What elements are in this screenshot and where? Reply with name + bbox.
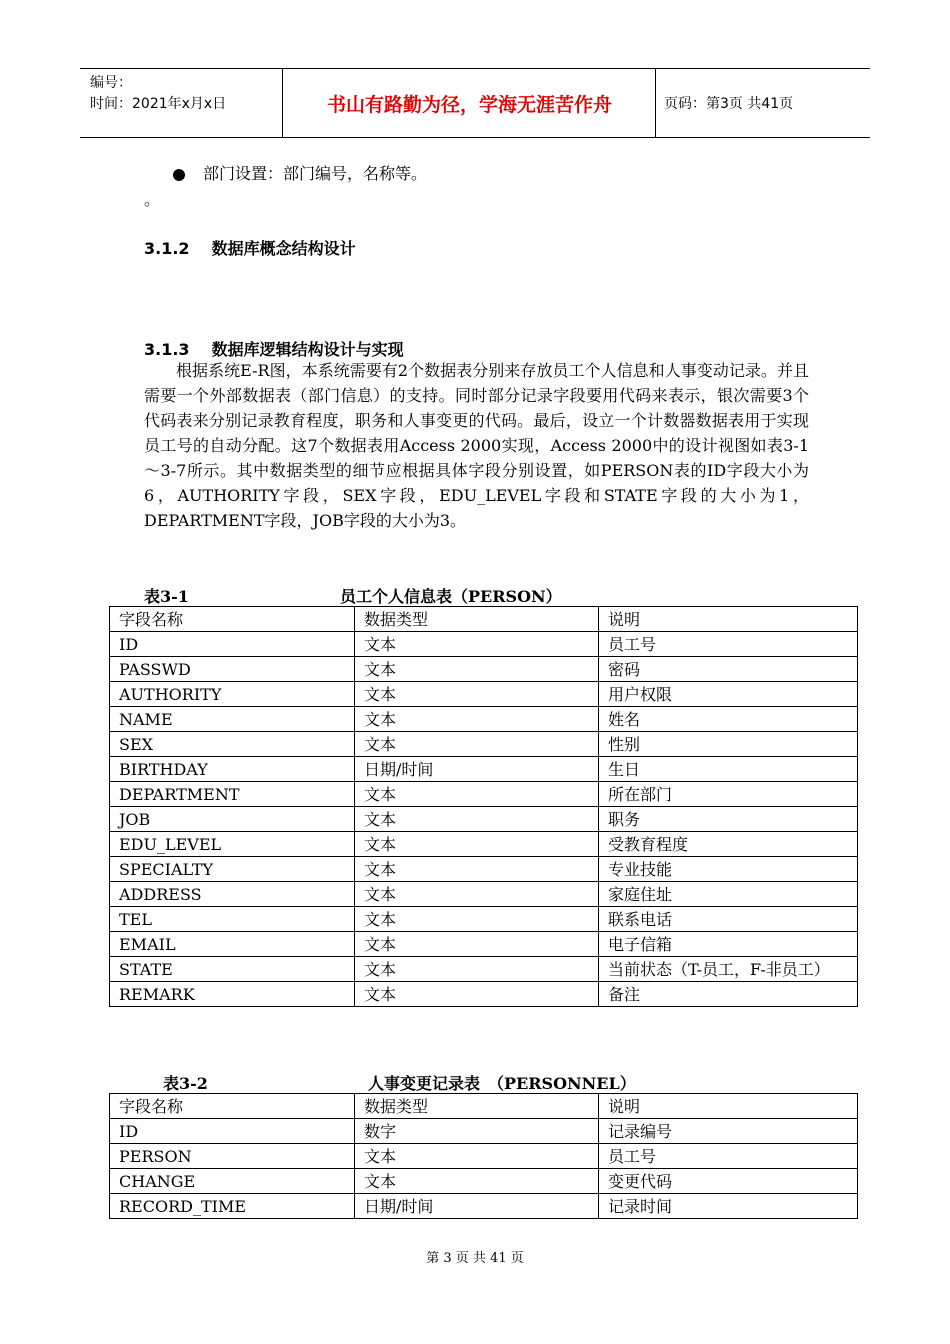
bullet-dot-icon (173, 169, 185, 181)
table-row (110, 1194, 858, 1219)
table-header-cell: 说明 (599, 607, 858, 632)
table-cell: STATE (110, 957, 355, 982)
table-row (110, 707, 858, 732)
header-meta (90, 73, 226, 115)
table-row (110, 632, 858, 657)
header-number: 编号： (90, 75, 132, 91)
table-cell: REMARK (110, 982, 355, 1007)
table-cell: ID (110, 1119, 355, 1144)
section-number: 3.1.3 (144, 340, 190, 359)
table-header-cell: 说明 (599, 1094, 858, 1119)
table-cell: 记录时间 (599, 1194, 858, 1219)
section-number: 3.1.2 (144, 239, 190, 258)
table-row (110, 832, 858, 857)
header-date: 时间：2021年x月x日 (90, 96, 227, 112)
table-cell: CHANGE (110, 1169, 355, 1194)
section-heading-313 (144, 337, 404, 360)
table-header-row (110, 607, 858, 632)
table-cell: 备注 (599, 982, 858, 1007)
table-cell: JOB (110, 807, 355, 832)
table-row (110, 907, 858, 932)
table-cell: 用户权限 (599, 682, 858, 707)
table-cell: 文本 (355, 782, 599, 807)
table-row (110, 857, 858, 882)
table-row (110, 682, 858, 707)
table-cell: 员工号 (599, 632, 858, 657)
table-row (110, 732, 858, 757)
table-cell: RECORD_TIME (110, 1194, 355, 1219)
table-cell: SPECIALTY (110, 857, 355, 882)
header-motto: 书山有路勤为径，学海无涯苦作舟 (326, 93, 612, 116)
section-title: 数据库概念结构设计 (211, 239, 356, 258)
table-cell: 联系电话 (599, 907, 858, 932)
table-cell: 数字 (355, 1119, 599, 1144)
table-cell: 受教育程度 (599, 832, 858, 857)
person-table (109, 606, 858, 1007)
table2-label: 表3-2 (163, 1074, 208, 1093)
table-cell: 文本 (355, 1169, 599, 1194)
body-paragraph (144, 358, 809, 533)
table-cell: EDU_LEVEL (110, 832, 355, 857)
table-row (110, 957, 858, 982)
table-cell: ID (110, 632, 355, 657)
personnel-table (109, 1093, 858, 1219)
table-cell: 当前状态（T-员工，F-非员工） (599, 957, 858, 982)
table1-caption (144, 584, 189, 607)
table-cell: PERSON (110, 1144, 355, 1169)
table-cell: 性别 (599, 732, 858, 757)
table-header-row (110, 1094, 858, 1119)
table-cell: NAME (110, 707, 355, 732)
page-footer: 第 3 页 共 41 页 (426, 1251, 524, 1266)
table-cell: 文本 (355, 732, 599, 757)
table2-title (368, 1071, 636, 1094)
table-row (110, 1169, 858, 1194)
table-row (110, 882, 858, 907)
table-cell: 文本 (355, 707, 599, 732)
table-cell: 文本 (355, 882, 599, 907)
table-row (110, 1144, 858, 1169)
table-cell: 姓名 (599, 707, 858, 732)
table-header-cell: 数据类型 (355, 1094, 599, 1119)
table-cell: BIRTHDAY (110, 757, 355, 782)
table-cell: 记录编号 (599, 1119, 858, 1144)
table-row (110, 757, 858, 782)
table-row (110, 982, 858, 1007)
bullet-text: 部门设置：部门编号，名称等。 (203, 164, 428, 183)
table-row (110, 932, 858, 957)
table-cell: 文本 (355, 932, 599, 957)
table-cell: SEX (110, 732, 355, 757)
table-cell: 变更代码 (599, 1169, 858, 1194)
table-cell: AUTHORITY (110, 682, 355, 707)
table-header-cell: 数据类型 (355, 607, 599, 632)
table-cell: 文本 (355, 907, 599, 932)
table-cell: 文本 (355, 682, 599, 707)
table-cell: 生日 (599, 757, 858, 782)
header-page-info: 页码：第3页 共41页 (664, 96, 794, 112)
table-cell: ADDRESS (110, 882, 355, 907)
table-cell: 员工号 (599, 1144, 858, 1169)
table-cell: EMAIL (110, 932, 355, 957)
table-header-cell: 字段名称 (110, 1094, 355, 1119)
table-cell: DEPARTMENT (110, 782, 355, 807)
table-cell: 文本 (355, 1144, 599, 1169)
table-cell: 专业技能 (599, 857, 858, 882)
table-cell: 日期/时间 (355, 757, 599, 782)
stray-period: 。 (144, 190, 161, 209)
section-title: 数据库逻辑结构设计与实现 (211, 340, 404, 359)
table-cell: 日期/时间 (355, 1194, 599, 1219)
table-header-cell: 字段名称 (110, 607, 355, 632)
table1-label: 表3-1 (144, 587, 189, 606)
table-cell: 文本 (355, 957, 599, 982)
section-heading-312 (144, 236, 356, 259)
table2-caption (163, 1071, 208, 1094)
page-header (80, 68, 870, 138)
table-cell: 文本 (355, 807, 599, 832)
table-cell: 文本 (355, 832, 599, 857)
table-cell: 所在部门 (599, 782, 858, 807)
table-cell: 家庭住址 (599, 882, 858, 907)
table-cell: 电子信箱 (599, 932, 858, 957)
paragraph-text: 根据系统E-R图，本系统需要有2个数据表分别来存放员工个人信息和人事变动记录。并且需要一个外部数据表（部门信息）的支持。同时部分记录字段要用代码来表示，银次需要3个代码表来分别记录教育程度，职务和人事变更的代码。最后，设立一个计数器数据表用于实现员工号的自动分配。这7个数据表用Access 2000实现，Access 2000中的设计视图如表3-1～3-7所示。其中数据类型的细节应根据具体字段分别设置，如PERSON表的ID字段大小为6，AUTHORITY字段，SEX字段，EDU_LEVEL字段和STATE字段的大小为1，DEPARTMENT字段，JOB字段的大小为3。 (144, 361, 809, 530)
table-cell: 文本 (355, 857, 599, 882)
table-cell: 职务 (599, 807, 858, 832)
table-row (110, 1119, 858, 1144)
table-cell: TEL (110, 907, 355, 932)
table-cell: 密码 (599, 657, 858, 682)
table-row (110, 782, 858, 807)
bullet-item (173, 161, 427, 184)
table-row (110, 807, 858, 832)
table-cell: 文本 (355, 657, 599, 682)
table-cell: PASSWD (110, 657, 355, 682)
table-cell: 文本 (355, 632, 599, 657)
table-row (110, 657, 858, 682)
table-cell: 文本 (355, 982, 599, 1007)
table2-name: 人事变更记录表 （PERSONNEL） (368, 1074, 636, 1093)
table1-name: 员工个人信息表（PERSON） (340, 587, 562, 606)
table1-title (340, 584, 562, 607)
